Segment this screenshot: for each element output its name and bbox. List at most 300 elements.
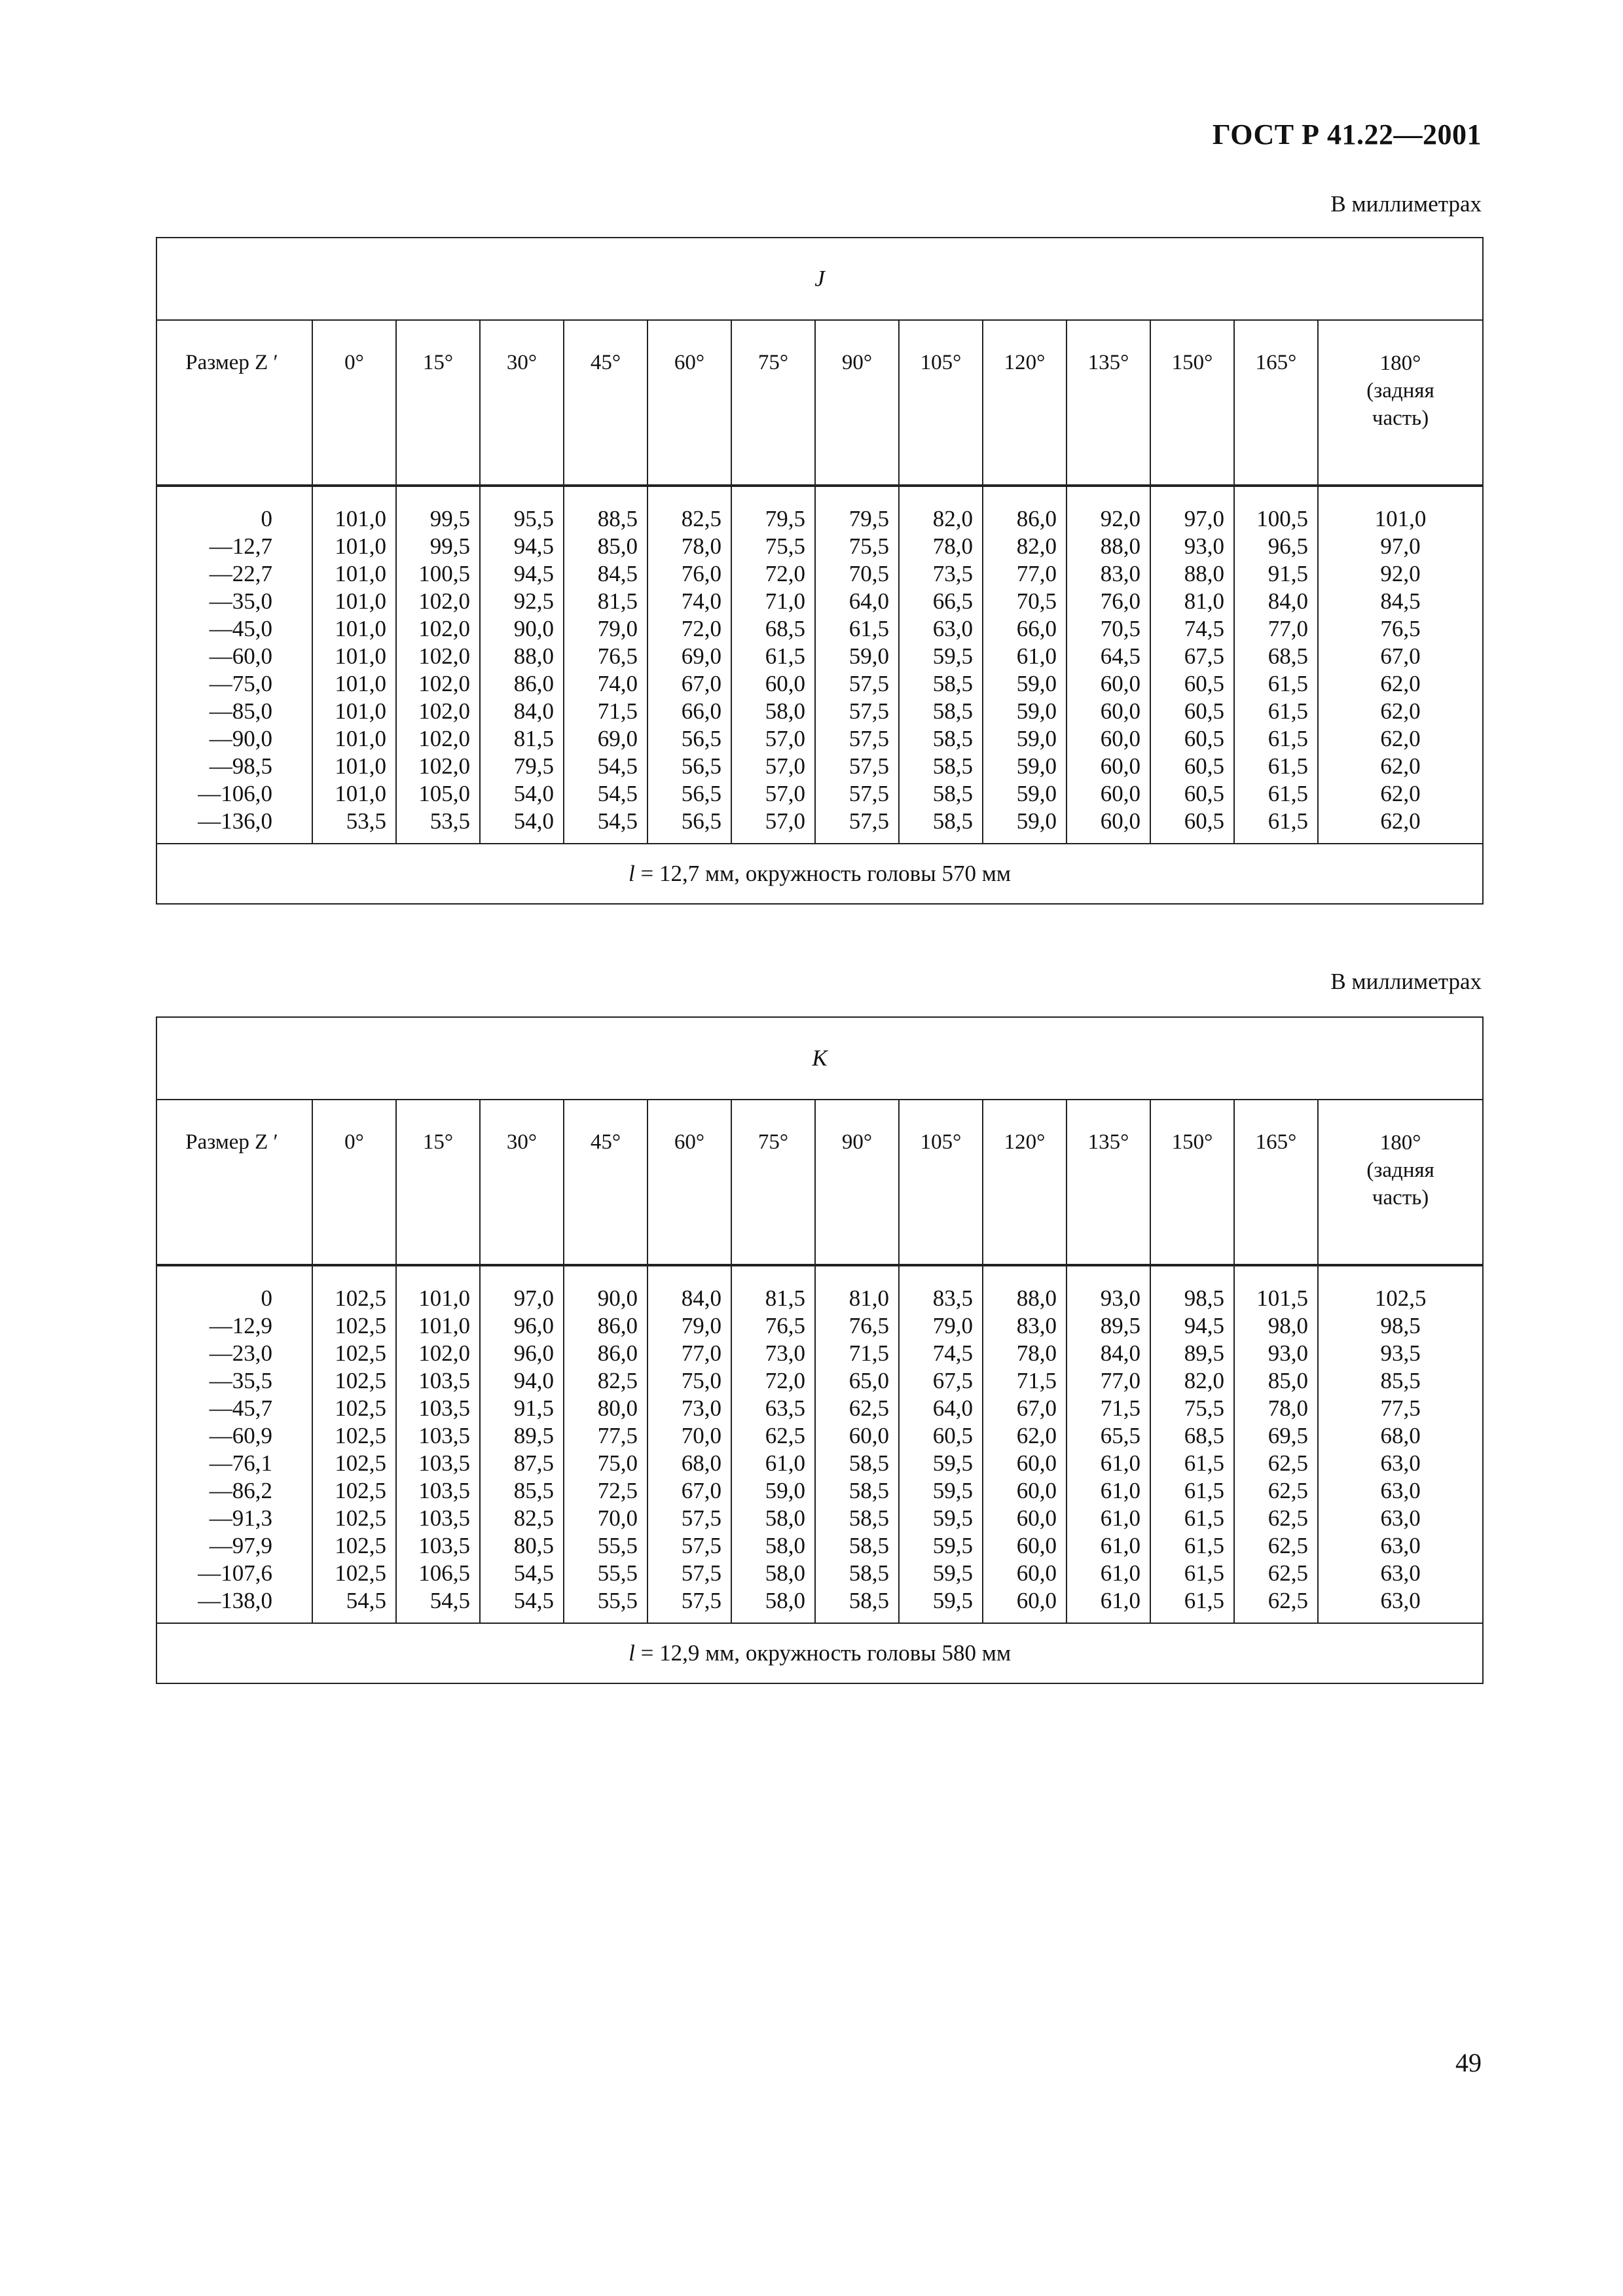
- table-cell: 103,5: [418, 1533, 470, 1558]
- table-cell: 67,0: [681, 671, 721, 696]
- table-cell: 62,0: [1380, 726, 1421, 751]
- table-cell: 71,5: [597, 698, 638, 724]
- table-cell: 86,0: [1016, 506, 1057, 531]
- table-cell: 81,0: [1184, 588, 1224, 614]
- size-value: —90,0: [209, 726, 272, 751]
- column-header-angle: 135°: [1067, 1100, 1150, 1265]
- table-cell: 103,5: [418, 1395, 470, 1421]
- column-header-rear-line: часть): [1372, 406, 1429, 430]
- table-cell: 63,0: [1380, 1478, 1421, 1503]
- table-cell: 86,0: [597, 1340, 638, 1366]
- table-cell: 84,0: [681, 1285, 721, 1311]
- size-value: —107,6: [198, 1560, 272, 1586]
- table-cell: 57,5: [681, 1560, 721, 1586]
- column-header-angle: 15°: [396, 1100, 480, 1265]
- table-cell: 65,5: [1100, 1423, 1140, 1448]
- table-cell: 74,0: [597, 671, 638, 696]
- table-cell: 102,5: [335, 1478, 386, 1503]
- table-cell: 53,5: [346, 808, 386, 834]
- table-cell: 67,5: [932, 1368, 973, 1393]
- table-cell: 54,0: [513, 808, 554, 834]
- size-values-column: [156, 1265, 312, 1623]
- table-cell: 54,5: [513, 1560, 554, 1586]
- table-cell: 82,0: [1184, 1368, 1224, 1393]
- table-cell: 74,0: [681, 588, 721, 614]
- table-cell: 85,0: [597, 533, 638, 559]
- table-cell: 63,0: [1380, 1450, 1421, 1476]
- table-cell: 59,5: [932, 643, 973, 669]
- column-header-rear-line: 180°: [1379, 1131, 1421, 1155]
- table-cell: 62,5: [1267, 1505, 1308, 1531]
- table-cell: 66,0: [1016, 616, 1057, 641]
- table-cell: 65,0: [848, 1368, 889, 1393]
- size-value: 0: [261, 506, 272, 531]
- table-cell: 60,0: [1100, 781, 1140, 806]
- table-cell: 58,5: [932, 781, 973, 806]
- table-cell: 102,5: [335, 1533, 386, 1558]
- table-cell: 57,5: [848, 671, 889, 696]
- value-column: [815, 486, 899, 844]
- table-cell: 61,5: [765, 643, 805, 669]
- table-cell: 60,0: [1016, 1533, 1057, 1558]
- table-cell: 57,5: [848, 781, 889, 806]
- table-cell: 103,5: [418, 1505, 470, 1531]
- table-cell: 59,5: [932, 1533, 973, 1558]
- table-cell: 89,5: [513, 1423, 554, 1448]
- size-value: —97,9: [209, 1533, 272, 1558]
- table-cell: 76,5: [597, 643, 638, 669]
- table-cell: 101,0: [335, 698, 386, 724]
- value-column: [480, 486, 564, 844]
- table-cell: 60,5: [1184, 671, 1224, 696]
- table-cell: 103,5: [418, 1450, 470, 1476]
- table-cell: 61,0: [1100, 1478, 1140, 1503]
- table-cell: 54,5: [597, 753, 638, 779]
- table-cell: 60,0: [1016, 1560, 1057, 1586]
- table-cell: 63,0: [1380, 1560, 1421, 1586]
- table-cell: 68,0: [1380, 1423, 1421, 1448]
- table-cell: 77,5: [1380, 1395, 1421, 1421]
- footer-row: [156, 1623, 1483, 1683]
- table-cell: 102,5: [335, 1340, 386, 1366]
- table-cell: 63,0: [1380, 1533, 1421, 1558]
- table-cell: 73,0: [681, 1395, 721, 1421]
- table-cell: 68,0: [681, 1450, 721, 1476]
- table-cell: 101,0: [418, 1313, 470, 1338]
- page-number: 49: [1455, 2048, 1482, 2077]
- table-cell: 85,5: [513, 1478, 554, 1503]
- symbol-row: [156, 238, 1483, 320]
- column-header-angle: 60°: [647, 1100, 731, 1265]
- size-value: —76,1: [209, 1450, 272, 1476]
- table-cell: 92,0: [1380, 561, 1421, 586]
- table-cell: 54,5: [513, 1588, 554, 1613]
- table-cell: 72,0: [765, 561, 805, 586]
- table-cell: 71,5: [1100, 1395, 1140, 1421]
- table-cell: 77,5: [597, 1423, 638, 1448]
- value-column: [1067, 1265, 1150, 1623]
- table-cell: 93,0: [1267, 1340, 1308, 1366]
- value-column: [312, 486, 396, 844]
- column-header-rear-line: часть): [1372, 1186, 1429, 1210]
- table-cell: 75,0: [681, 1368, 721, 1393]
- size-value: —98,5: [209, 753, 272, 779]
- table-cell: 78,0: [1267, 1395, 1308, 1421]
- table-cell: 60,0: [1016, 1450, 1057, 1476]
- table-cell: 102,0: [418, 726, 470, 751]
- value-column: [731, 1265, 815, 1623]
- table-cell: 61,0: [1016, 643, 1057, 669]
- table-cell: 102,0: [418, 588, 470, 614]
- table-cell: 61,0: [1100, 1560, 1140, 1586]
- table-cell: 81,0: [848, 1285, 889, 1311]
- table-cell: 79,5: [765, 506, 805, 531]
- units-label: В миллиметрах: [1330, 191, 1482, 217]
- value-column: [1234, 486, 1318, 844]
- data-table-j: [156, 237, 1484, 905]
- table-cell: 75,5: [1184, 1395, 1224, 1421]
- column-header-angle: 60°: [647, 320, 731, 486]
- table-cell: 93,5: [1380, 1340, 1421, 1366]
- symbol-row: [156, 1017, 1483, 1100]
- table-cell: 100,5: [418, 561, 470, 586]
- table-cell: 101,0: [335, 506, 386, 531]
- table-cell: 83,0: [1100, 561, 1140, 586]
- table-cell: 62,0: [1380, 753, 1421, 779]
- table-cell: 76,0: [1100, 588, 1140, 614]
- table-cell: 61,5: [1267, 698, 1308, 724]
- table-cell: 62,0: [1380, 698, 1421, 724]
- table-cell: 100,5: [1256, 506, 1308, 531]
- table-cell: 102,5: [335, 1395, 386, 1421]
- table-cell: 55,5: [597, 1588, 638, 1613]
- table-cell: 61,5: [1184, 1588, 1224, 1613]
- table-cell: 80,5: [513, 1533, 554, 1558]
- table-cell: 57,0: [765, 781, 805, 806]
- column-header-angle: 90°: [815, 1100, 899, 1265]
- table-cell: 83,5: [932, 1285, 973, 1311]
- table-cell: 78,0: [932, 533, 973, 559]
- value-column: [899, 1265, 983, 1623]
- table-cell: 61,5: [848, 616, 889, 641]
- table-cell: 102,0: [418, 671, 470, 696]
- table-cell: 59,0: [1016, 781, 1057, 806]
- units-label: В миллиметрах: [1330, 969, 1482, 994]
- table-cell: 56,5: [681, 781, 721, 806]
- column-header-size: Размер Z ′: [156, 320, 312, 486]
- table-cell: 73,5: [932, 561, 973, 586]
- table-cell: 102,5: [1374, 1285, 1427, 1311]
- table-cell: 97,0: [1380, 533, 1421, 559]
- table-cell: 57,5: [681, 1533, 721, 1558]
- table-cell: 62,0: [1380, 781, 1421, 806]
- size-value: —86,2: [209, 1478, 272, 1503]
- column-header-angle: 45°: [564, 1100, 647, 1265]
- value-column: [1318, 1265, 1483, 1623]
- table-cell: 74,5: [1184, 616, 1224, 641]
- table-cell: 84,0: [1267, 588, 1308, 614]
- table-cell: 102,5: [335, 1560, 386, 1586]
- table-cell: 86,0: [597, 1313, 638, 1338]
- table-cell: 77,0: [681, 1340, 721, 1366]
- table-cell: 63,0: [932, 616, 973, 641]
- table-cell: 63,0: [1380, 1505, 1421, 1531]
- value-column: [983, 486, 1067, 844]
- table-cell: 60,0: [848, 1423, 889, 1448]
- table-cell: 101,0: [335, 671, 386, 696]
- table-cell: 55,5: [597, 1560, 638, 1586]
- table-cell: 70,0: [681, 1423, 721, 1448]
- table-cell: 59,0: [1016, 726, 1057, 751]
- size-value: —45,0: [209, 616, 272, 641]
- document-code: ГОСТ Р 41.22—2001: [1212, 118, 1482, 151]
- size-value: —60,9: [209, 1423, 272, 1448]
- table-cell: 91,5: [513, 1395, 554, 1421]
- table-cell: 62,5: [1267, 1450, 1308, 1476]
- table-cell: 101,0: [335, 588, 386, 614]
- table-cell: 99,5: [429, 506, 470, 531]
- column-header-rear: [1318, 320, 1483, 486]
- table-cell: 54,5: [346, 1588, 386, 1613]
- table-cell: 58,5: [848, 1450, 889, 1476]
- table-cell: 53,5: [429, 808, 470, 834]
- size-value: —91,3: [209, 1505, 272, 1531]
- table-cell: 59,0: [848, 643, 889, 669]
- table-cell: 61,5: [1267, 671, 1308, 696]
- table-cell: 94,5: [513, 533, 554, 559]
- size-value: —23,0: [209, 1340, 272, 1366]
- table-cell: 62,5: [765, 1423, 805, 1448]
- column-header-angle: 75°: [731, 1100, 815, 1265]
- footer-row: [156, 844, 1483, 904]
- table-cell: 101,0: [335, 781, 386, 806]
- table-cell: 62,5: [1267, 1560, 1308, 1586]
- table-cell: 60,5: [1184, 781, 1224, 806]
- table-cell: 71,5: [1016, 1368, 1057, 1393]
- table-cell: 68,5: [1267, 643, 1308, 669]
- table-cell: 71,0: [765, 588, 805, 614]
- table-cell: 60,0: [1100, 808, 1140, 834]
- table-cell: 98,5: [1184, 1285, 1224, 1311]
- table-cell: 91,5: [1267, 561, 1308, 586]
- table-cell: 88,5: [597, 506, 638, 531]
- footnote-variable: l: [629, 861, 635, 886]
- value-column: [899, 486, 983, 844]
- table-symbol: J: [156, 238, 1483, 320]
- table-cell: 60,0: [765, 671, 805, 696]
- table-cell: 59,5: [932, 1478, 973, 1503]
- table-cell: 63,5: [765, 1395, 805, 1421]
- column-header-rear-line: (задняя: [1366, 1158, 1434, 1182]
- table-cell: 69,0: [681, 643, 721, 669]
- table-cell: 69,0: [597, 726, 638, 751]
- table-cell: 101,0: [335, 616, 386, 641]
- data-table-k: [156, 1016, 1484, 1684]
- table-cell: 57,5: [681, 1588, 721, 1613]
- table-cell: 77,0: [1267, 616, 1308, 641]
- column-header-rear: [1318, 1100, 1483, 1265]
- value-column: [312, 1265, 396, 1623]
- table-cell: 85,0: [1267, 1368, 1308, 1393]
- table-cell: 101,0: [335, 753, 386, 779]
- table-cell: 85,5: [1380, 1368, 1421, 1393]
- table-cell: 62,5: [1267, 1478, 1308, 1503]
- table-cell: 54,5: [597, 781, 638, 806]
- table-cell: 101,5: [1256, 1285, 1308, 1311]
- table-cell: 58,5: [848, 1533, 889, 1558]
- table-cell: 62,0: [1380, 671, 1421, 696]
- value-column: [564, 1265, 647, 1623]
- table-cell: 61,0: [1100, 1588, 1140, 1613]
- size-value: —60,0: [209, 643, 272, 669]
- table-cell: 56,5: [681, 753, 721, 779]
- table-cell: 54,0: [513, 781, 554, 806]
- table-cell: 61,0: [1100, 1533, 1140, 1558]
- table-cell: 64,5: [1100, 643, 1140, 669]
- table-cell: 59,0: [1016, 808, 1057, 834]
- table-cell: 68,5: [1184, 1423, 1224, 1448]
- table-cell: 61,5: [1267, 808, 1308, 834]
- table-cell: 102,5: [335, 1313, 386, 1338]
- table-cell: 61,5: [1184, 1450, 1224, 1476]
- value-column: [564, 486, 647, 844]
- table-cell: 94,5: [513, 561, 554, 586]
- table-cell: 70,5: [1100, 616, 1140, 641]
- value-column: [731, 486, 815, 844]
- table-cell: 62,0: [1016, 1423, 1057, 1448]
- table-cell: 60,5: [1184, 753, 1224, 779]
- column-header-angle: 30°: [480, 1100, 564, 1265]
- table-cell: 94,5: [1184, 1313, 1224, 1338]
- column-header-angle: 165°: [1234, 320, 1318, 486]
- table-cell: 58,0: [765, 1533, 805, 1558]
- table-cell: 61,5: [1267, 781, 1308, 806]
- table-cell: 56,5: [681, 726, 721, 751]
- value-column: [1150, 1265, 1234, 1623]
- table-cell: 54,5: [429, 1588, 470, 1613]
- table-cell: 61,0: [1100, 1505, 1140, 1531]
- table-cell: 103,5: [418, 1368, 470, 1393]
- table-cell: 98,5: [1380, 1313, 1421, 1338]
- table-cell: 101,0: [335, 643, 386, 669]
- column-header-angle: 105°: [899, 320, 983, 486]
- table-cell: 63,0: [1380, 1588, 1421, 1613]
- table-cell: 73,0: [765, 1340, 805, 1366]
- table-cell: 102,0: [418, 616, 470, 641]
- table-cell: 61,5: [1184, 1560, 1224, 1586]
- table-cell: 60,5: [1184, 698, 1224, 724]
- table-cell: 79,5: [848, 506, 889, 531]
- table-cell: 59,5: [932, 1505, 973, 1531]
- table-cell: 62,5: [1267, 1533, 1308, 1558]
- table-cell: 72,5: [597, 1478, 638, 1503]
- table-cell: 67,5: [1184, 643, 1224, 669]
- table-cell: 102,5: [335, 1368, 386, 1393]
- table-cell: 101,0: [335, 533, 386, 559]
- table-cell: 66,0: [681, 698, 721, 724]
- table-cell: 80,0: [597, 1395, 638, 1421]
- header-row: [156, 320, 1483, 486]
- table-cell: 71,5: [848, 1340, 889, 1366]
- table-cell: 60,5: [932, 1423, 973, 1448]
- table-cell: 58,5: [848, 1560, 889, 1586]
- table-cell: 97,0: [1184, 506, 1224, 531]
- table-cell: 92,0: [1100, 506, 1140, 531]
- size-value: —136,0: [198, 808, 272, 834]
- table-cell: 58,5: [932, 726, 973, 751]
- table-cell: 88,0: [513, 643, 554, 669]
- size-value: —12,7: [209, 533, 272, 559]
- column-header-angle: 120°: [983, 320, 1067, 486]
- column-header-angle: 150°: [1150, 320, 1234, 486]
- table-cell: 102,0: [418, 753, 470, 779]
- table-cell: 88,0: [1184, 561, 1224, 586]
- table-cell: 62,5: [848, 1395, 889, 1421]
- table-cell: 76,0: [681, 561, 721, 586]
- table-cell: 95,5: [513, 506, 554, 531]
- value-column: [815, 1265, 899, 1623]
- table-cell: 102,5: [335, 1450, 386, 1476]
- table-cell: 82,5: [597, 1368, 638, 1393]
- table-cell: 60,0: [1100, 671, 1140, 696]
- table-cell: 96,0: [513, 1313, 554, 1338]
- table-cell: 99,5: [429, 533, 470, 559]
- size-value: —106,0: [198, 781, 272, 806]
- table-cell: 102,0: [418, 1340, 470, 1366]
- table-cell: 70,0: [597, 1505, 638, 1531]
- table-cell: 74,5: [932, 1340, 973, 1366]
- table-cell: 60,0: [1016, 1505, 1057, 1531]
- table-footnote: [156, 844, 1483, 904]
- table-cell: 64,0: [848, 588, 889, 614]
- table-cell: 59,0: [765, 1478, 805, 1503]
- table-cell: 96,5: [1267, 533, 1308, 559]
- table-cell: 79,0: [681, 1313, 721, 1338]
- column-header-angle: 0°: [312, 320, 396, 486]
- table-cell: 57,5: [848, 698, 889, 724]
- table-cell: 55,5: [597, 1533, 638, 1558]
- column-header-angle: 135°: [1067, 320, 1150, 486]
- table-cell: 57,0: [765, 726, 805, 751]
- table-cell: 75,5: [765, 533, 805, 559]
- table-cell: 93,0: [1184, 533, 1224, 559]
- table-cell: 60,5: [1184, 726, 1224, 751]
- value-column: [396, 486, 480, 844]
- table-cell: 56,5: [681, 808, 721, 834]
- table-cell: 58,5: [932, 808, 973, 834]
- table-cell: 81,5: [513, 726, 554, 751]
- table-cell: 70,5: [848, 561, 889, 586]
- table-cell: 61,0: [765, 1450, 805, 1476]
- table-cell: 62,0: [1380, 808, 1421, 834]
- table-cell: 102,0: [418, 698, 470, 724]
- table-cell: 61,5: [1184, 1533, 1224, 1558]
- value-column: [983, 1265, 1067, 1623]
- size-value: 0: [261, 1285, 272, 1311]
- size-value: —12,9: [209, 1313, 272, 1338]
- table-cell: 57,5: [681, 1505, 721, 1531]
- table-cell: 79,0: [597, 616, 638, 641]
- table-cell: 102,5: [335, 1423, 386, 1448]
- table-cell: 84,5: [1380, 588, 1421, 614]
- table-cell: 93,0: [1100, 1285, 1140, 1311]
- table-cell: 60,0: [1016, 1478, 1057, 1503]
- table-cell: 106,5: [418, 1560, 470, 1586]
- table-cell: 77,0: [1016, 561, 1057, 586]
- table-cell: 58,5: [932, 671, 973, 696]
- table-cell: 59,5: [932, 1560, 973, 1586]
- table-cell: 79,0: [932, 1313, 973, 1338]
